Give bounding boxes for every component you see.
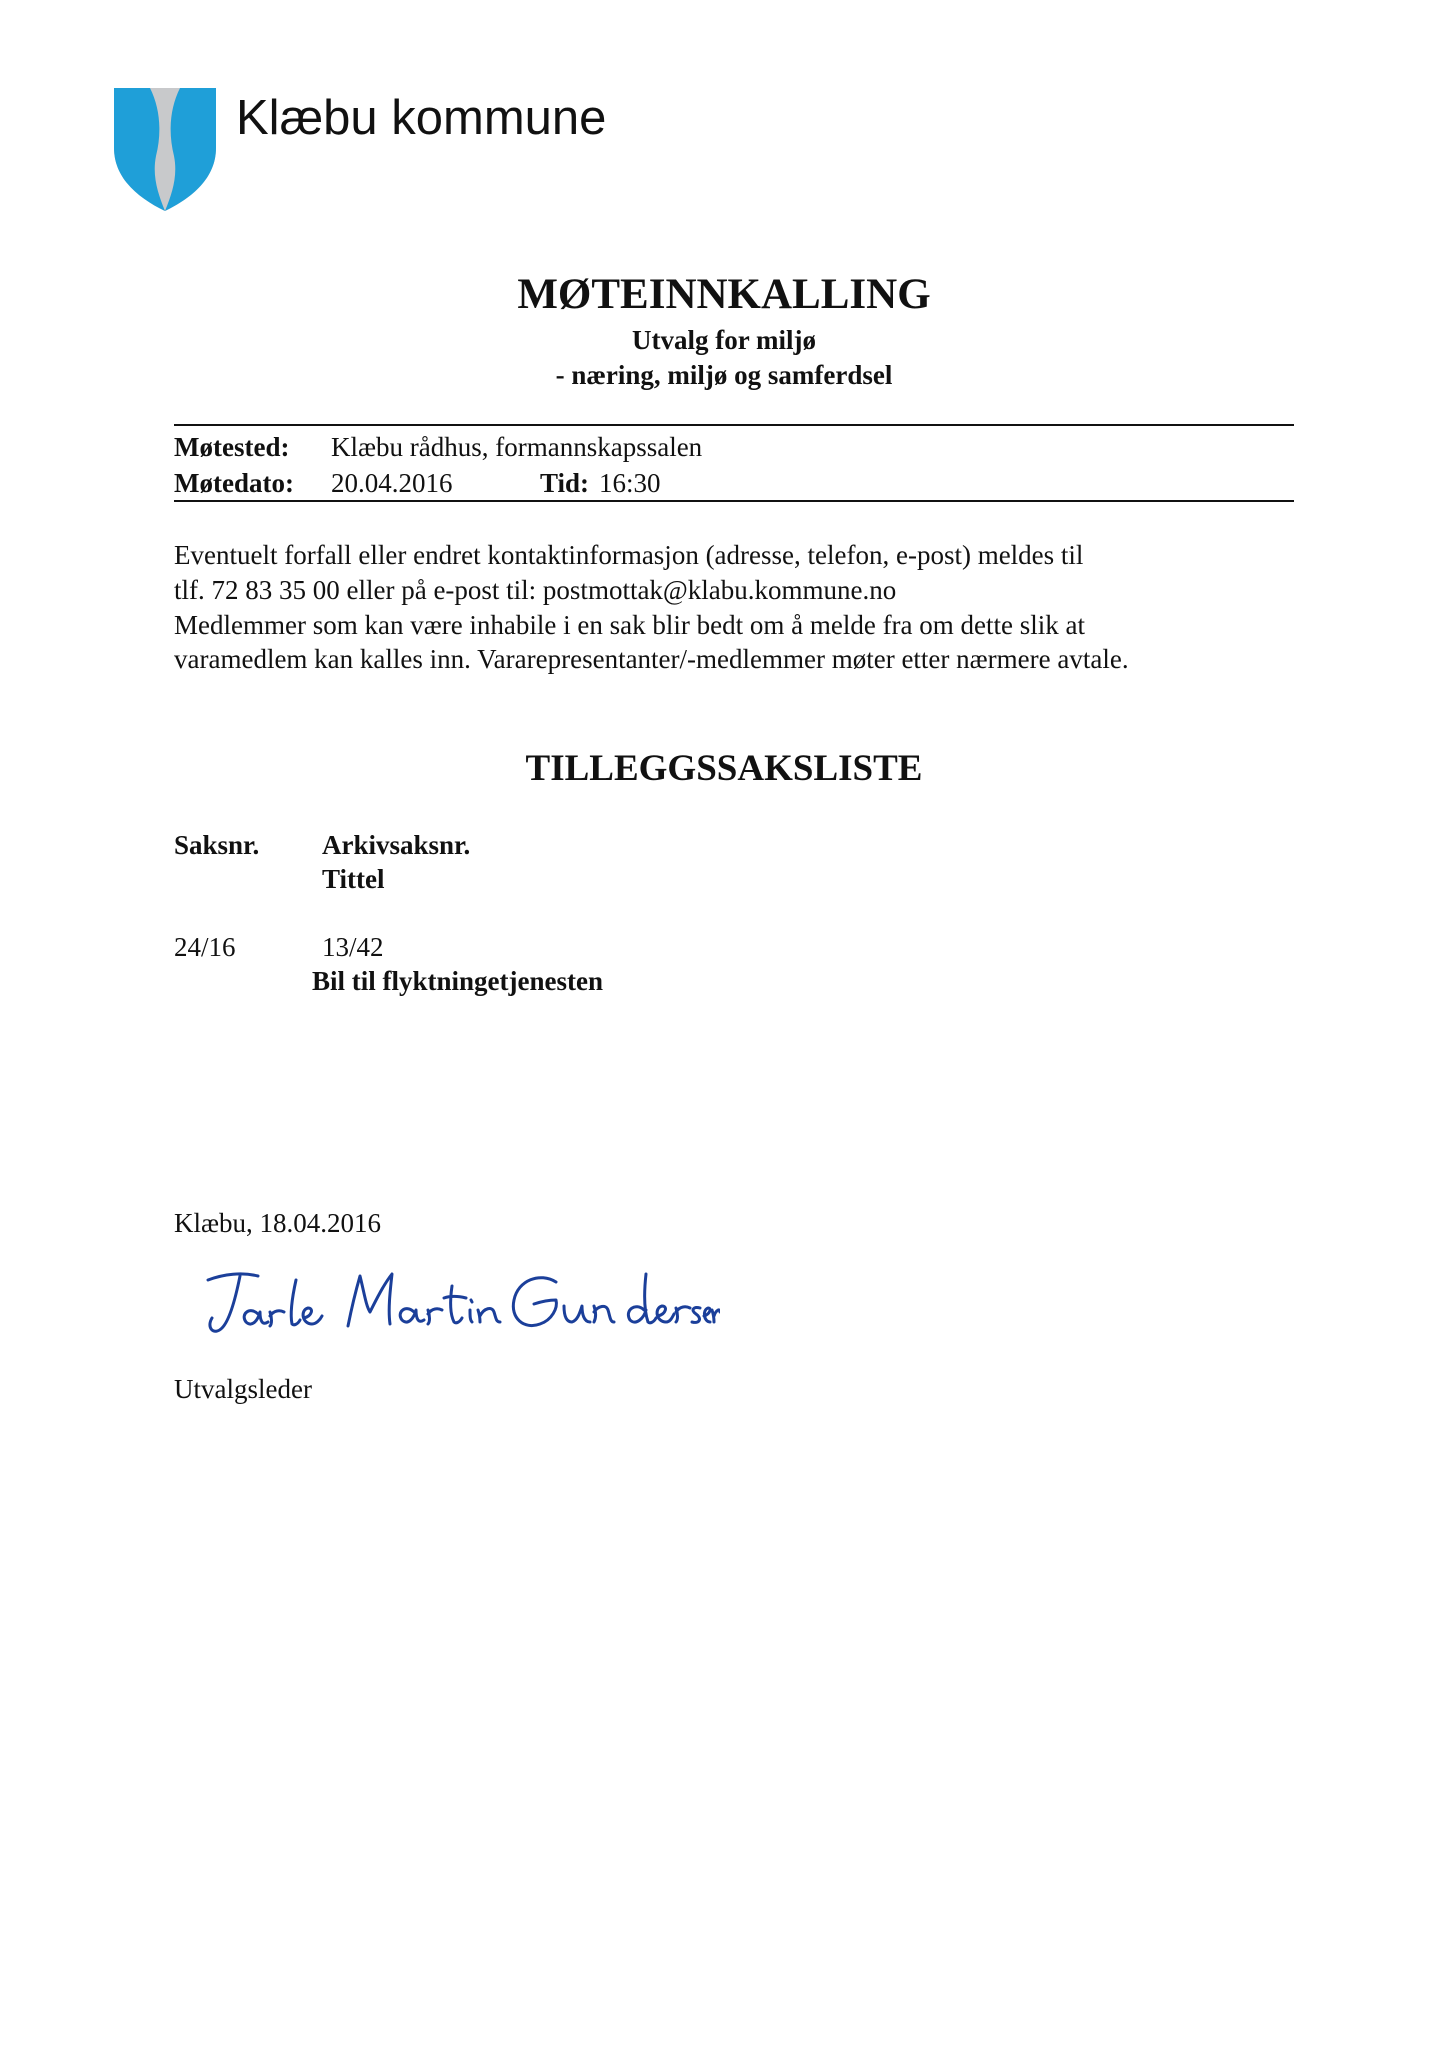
meeting-place-label: Møtested: <box>174 432 290 462</box>
notice-line: Medlemmer som kan være inhabile i en sak blir bedt om å melde fra om dette slik at <box>174 610 1085 640</box>
meeting-date-value: 20.04.2016 <box>331 468 453 498</box>
organization-name: Klæbu kommune <box>236 91 607 145</box>
divider-top <box>174 424 1294 426</box>
coat-of-arms-icon <box>112 86 218 213</box>
agenda-item-archive-number: 13/42 <box>322 932 384 962</box>
column-header-title: Tittel <box>322 864 385 894</box>
agenda-title: TILLEGGSSAKSLISTE <box>525 748 923 789</box>
meeting-place-value: Klæbu rådhus, formannskapssalen <box>331 432 703 462</box>
divider-bottom <box>174 500 1294 502</box>
meeting-date-label: Møtedato: <box>174 468 294 498</box>
handwritten-signature <box>200 1262 720 1344</box>
meeting-time-value: 16:30 <box>599 468 661 498</box>
meeting-time-label: Tid: <box>540 468 590 498</box>
notice-line: tlf. 72 83 35 00 eller på e-post til: postmottak@klabu.kommune.no <box>174 575 897 605</box>
place-and-date: Klæbu, 18.04.2016 <box>174 1208 382 1238</box>
column-header-archive-number: Arkivsaksnr. <box>322 830 471 860</box>
column-header-case-number: Saksnr. <box>174 830 260 860</box>
notice-line: varamedlem kan kalles inn. Vararepresentanter/-medlemmer møter etter nærmere avtale. <box>174 644 1129 674</box>
document-title: MØTEINNKALLING <box>517 271 931 318</box>
agenda-item-case-number: 24/16 <box>174 932 236 962</box>
committee-name-line-2: - næring, miljø og samferdsel <box>555 360 893 390</box>
signer-role: Utvalgsleder <box>174 1374 312 1404</box>
committee-name-line-1: Utvalg for miljø <box>632 325 816 355</box>
notice-line: Eventuelt forfall eller endret kontaktinformasjon (adresse, telefon, e-post) meldes til <box>174 540 1084 570</box>
agenda-item-title: Bil til flyktningetjenesten <box>312 966 603 996</box>
